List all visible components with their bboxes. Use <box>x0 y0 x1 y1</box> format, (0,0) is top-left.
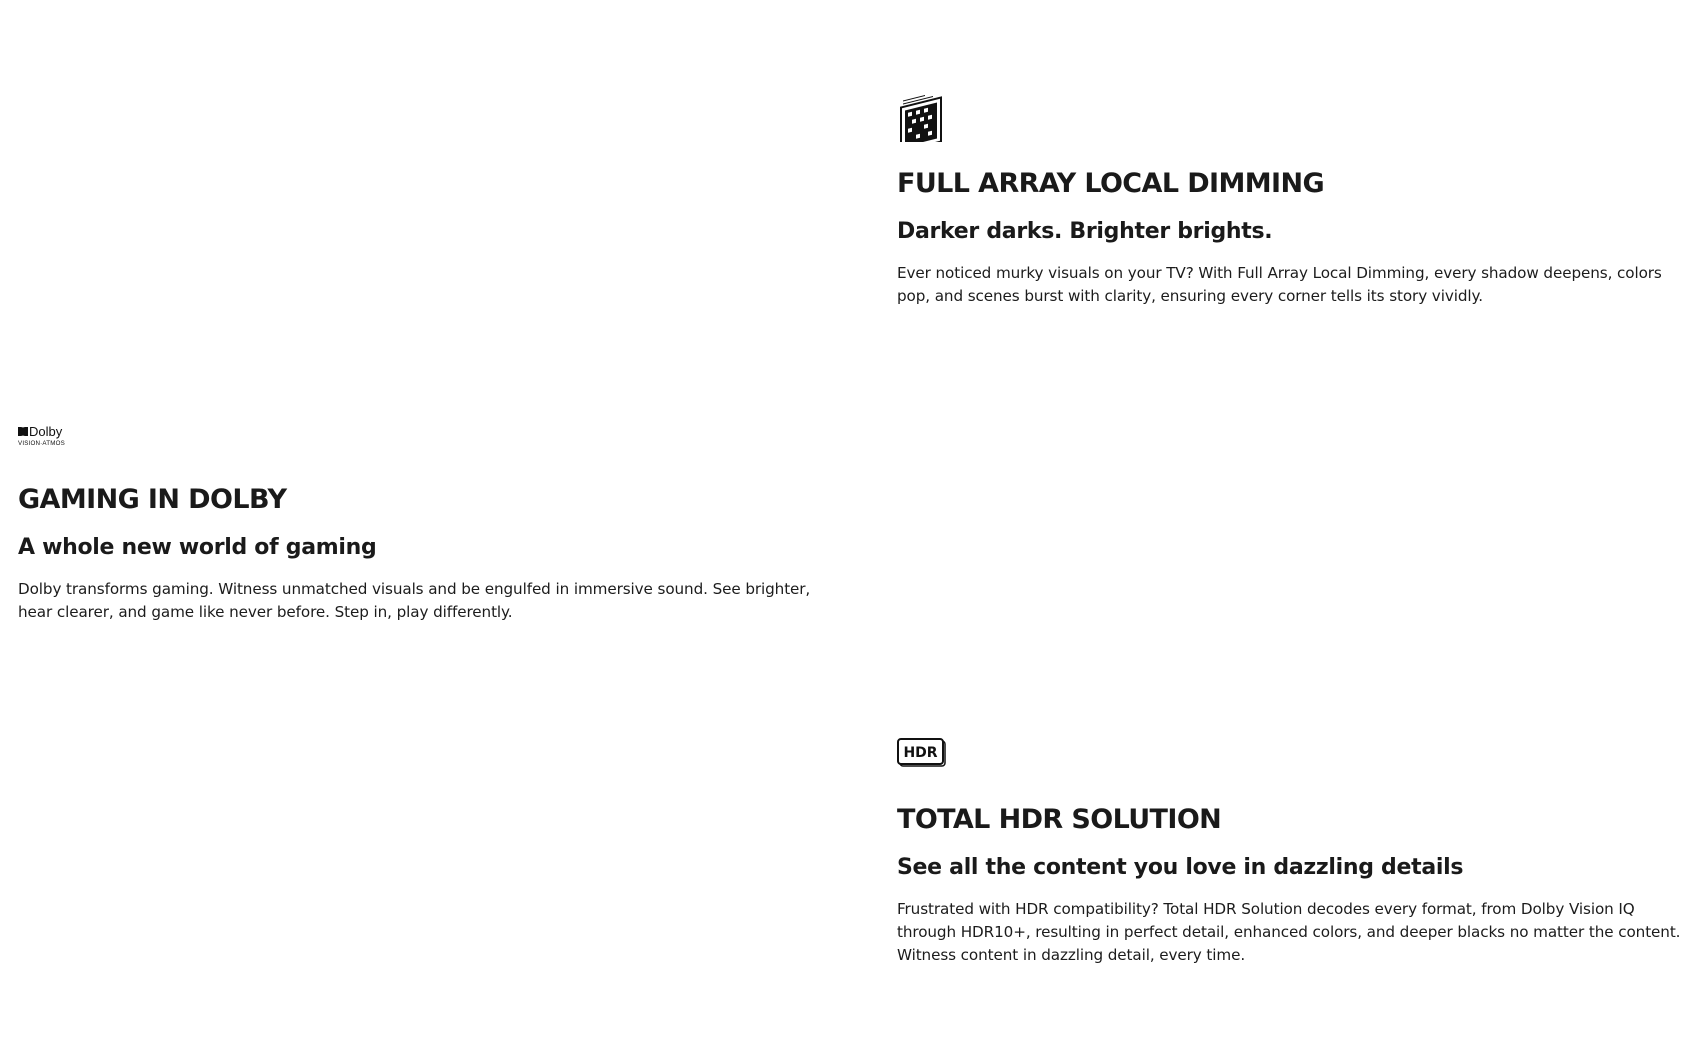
feature-gaming-in-dolby <box>18 424 828 624</box>
feature-subtitle: A whole new world of gaming <box>18 535 377 560</box>
full-array-dimming-icon <box>897 92 1697 146</box>
hdr-icon-label: HDR <box>903 745 938 761</box>
dolby-logo-subtitle: VISION·ATMOS <box>18 440 65 447</box>
feature-title: GAMING IN DOLBY <box>18 484 287 515</box>
feature-full-array-local-dimming <box>897 92 1697 308</box>
dolby-vision-atmos-logo <box>18 424 828 448</box>
feature-subtitle: See all the content you love in dazzling details <box>897 855 1464 880</box>
dolby-logo-word: Dolby <box>29 424 63 439</box>
feature-total-hdr-solution <box>897 738 1697 967</box>
feature-subtitle: Darker darks. Brighter brights. <box>897 219 1273 244</box>
feature-description: Ever noticed murky visuals on your TV? With Full Array Local Dimming, every shadow deepens, colors pop, and scenes burst with clarity, ensuring every corner tells its story vividly. <box>897 264 1662 305</box>
feature-title: TOTAL HDR SOLUTION <box>897 804 1222 835</box>
feature-description: Frustrated with HDR compatibility? Total HDR Solution decodes every format, from Dolby Vision IQ through HDR10+, resulting in perfect detail, enhanced colors, and deeper blacks no matter the content. Witness content in dazzling detail, every time. <box>897 900 1681 964</box>
feature-title: FULL ARRAY LOCAL DIMMING <box>897 168 1325 199</box>
feature-description: Dolby transforms gaming. Witness unmatched visuals and be engulfed in immersive sound. See brighter, hear clearer, and game like never before. Step in, play differently. <box>18 580 811 621</box>
hdr-icon <box>897 738 1697 772</box>
